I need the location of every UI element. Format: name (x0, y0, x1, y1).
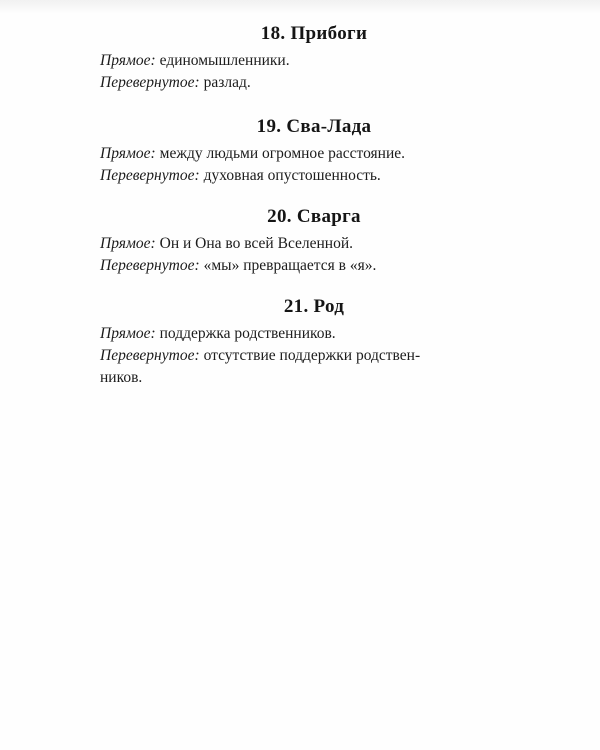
card-title: 20. Сварга (267, 206, 361, 227)
upright-label: Прямое: (100, 52, 156, 69)
reversed-text: разлад. (203, 74, 251, 91)
card-title: 18. Прибоги (260, 23, 368, 44)
upright-text: поддержка родственников. (159, 325, 336, 342)
upright-meaning (100, 143, 520, 165)
upright-meaning (100, 50, 520, 72)
upright-text: между людьми огромное расстояние. (159, 145, 406, 162)
reversed-meaning (100, 345, 520, 367)
card-section-18 (100, 22, 520, 94)
reversed-text: «мы» превращается в «я». (203, 257, 377, 274)
reversed-text-continuation: ников. (100, 369, 143, 386)
upright-text: единомышленники. (159, 52, 290, 69)
scan-edge-shadow (0, 0, 600, 14)
upright-meaning (100, 323, 520, 345)
reversed-label: Перевернутое: (100, 74, 200, 91)
card-section-19 (100, 115, 520, 187)
reversed-meaning (100, 165, 520, 187)
upright-text: Он и Она во всей Вселенной. (159, 235, 354, 252)
reversed-text: духовная опустошенность. (203, 167, 381, 184)
card-section-20 (100, 205, 520, 277)
card-title: 19. Сва-Лада (256, 116, 372, 137)
card-section-21 (100, 295, 520, 389)
upright-label: Прямое: (100, 235, 156, 252)
upright-meaning (100, 233, 520, 255)
reversed-label: Перевернутое: (100, 257, 200, 274)
upright-label: Прямое: (100, 145, 156, 162)
reversed-meaning (100, 72, 520, 94)
reversed-label: Перевернутое: (100, 167, 200, 184)
reversed-text: отсутствие поддержки родствен- (203, 347, 421, 364)
upright-label: Прямое: (100, 325, 156, 342)
card-title: 21. Род (283, 296, 345, 317)
reversed-meaning (100, 255, 520, 277)
reversed-label: Перевернутое: (100, 347, 200, 364)
